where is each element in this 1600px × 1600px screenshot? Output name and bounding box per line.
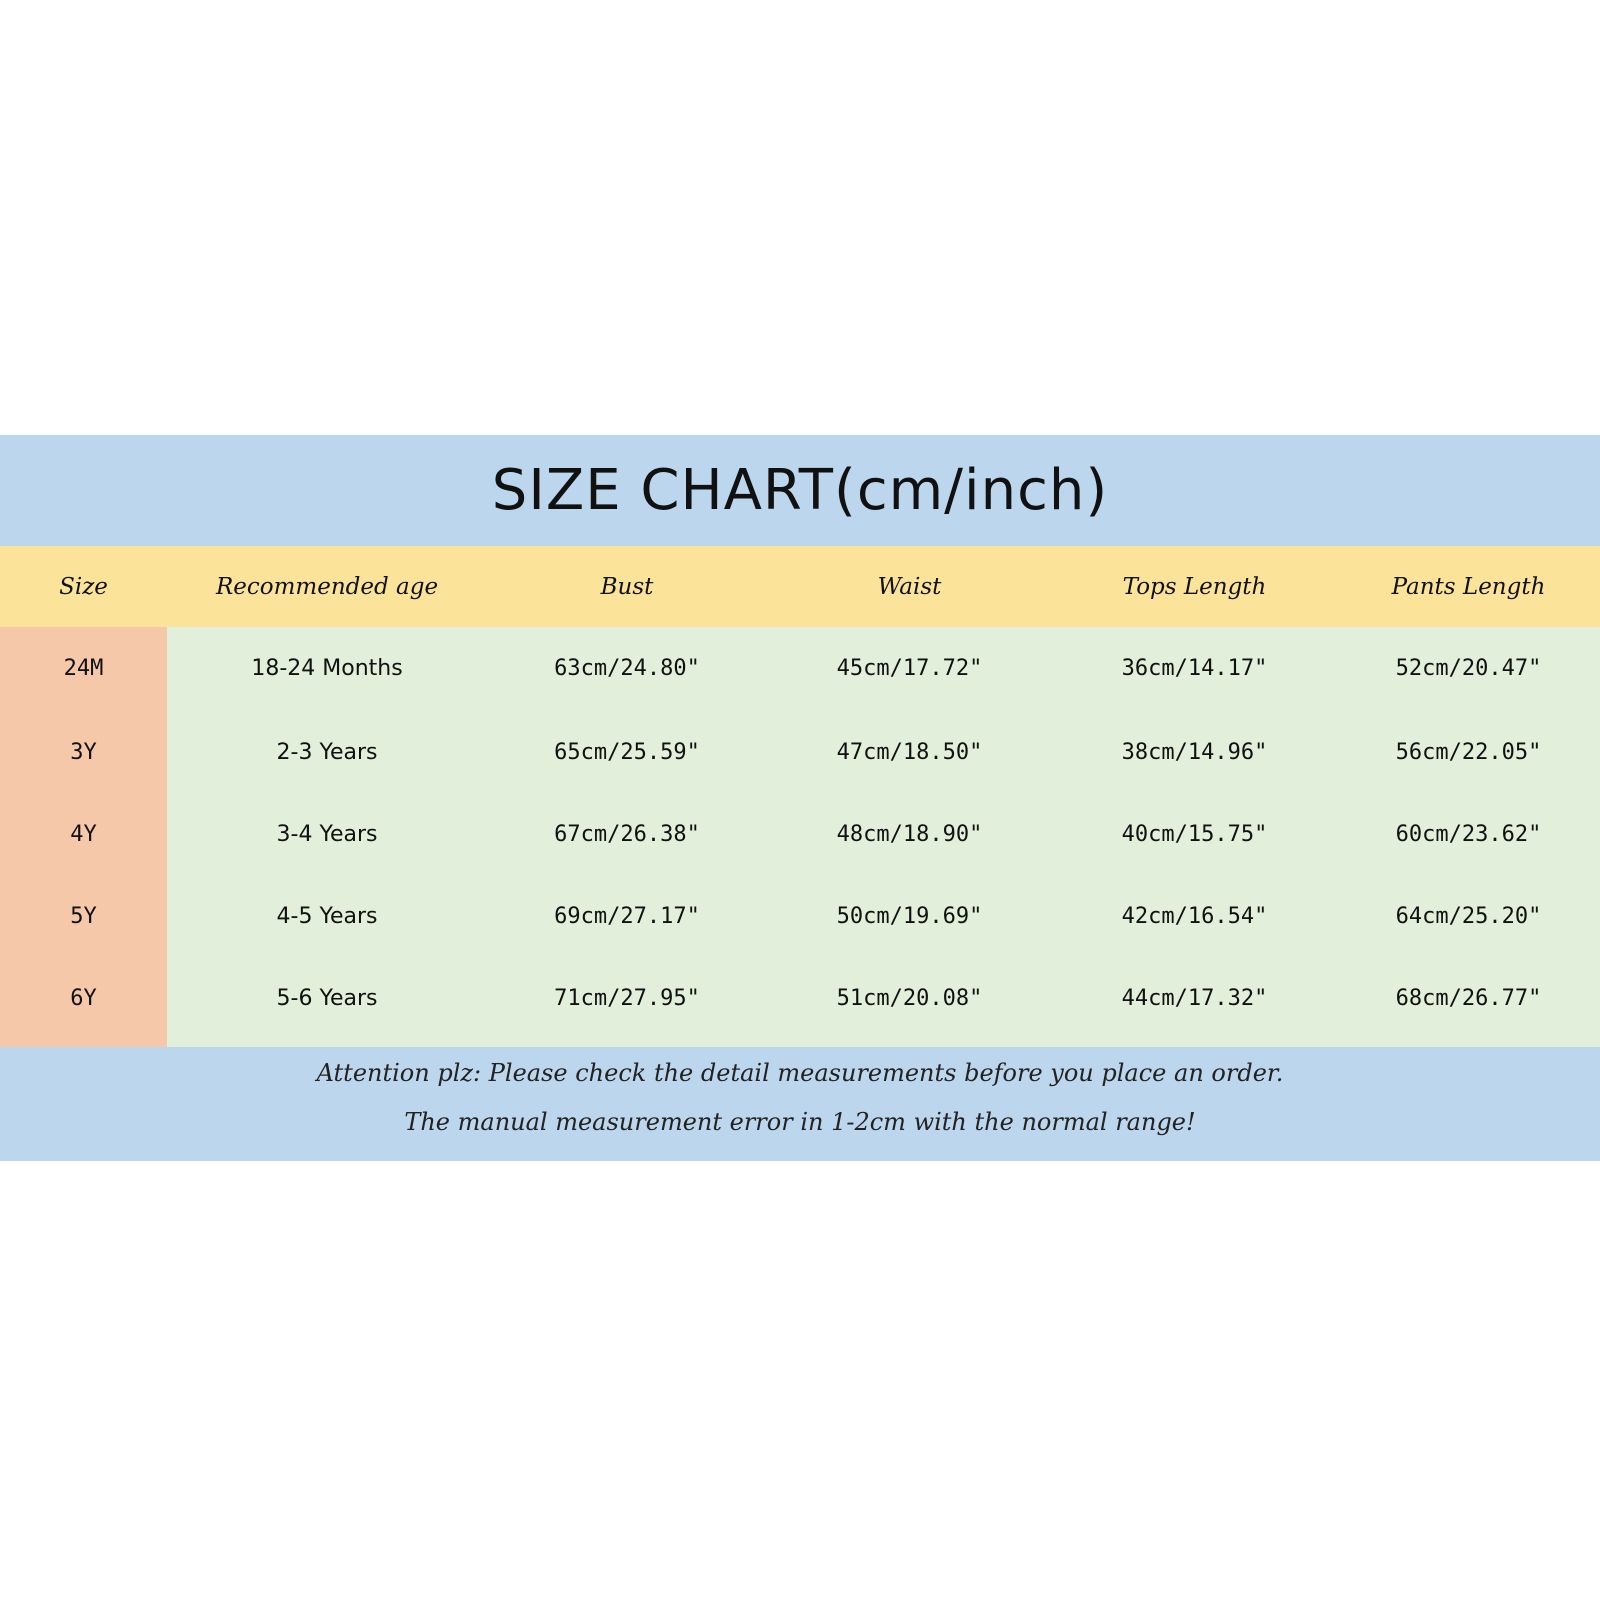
cell-tops-length: 42cm/16.54"	[1121, 903, 1268, 929]
cell-waist: 48cm/18.90"	[836, 821, 983, 847]
cell-tops-length: 36cm/14.17"	[1121, 655, 1268, 681]
measurement-error-note-line: The manual measurement error in 1-2cm with the normal range!	[404, 1108, 1196, 1136]
header-size: Size	[59, 573, 108, 600]
cell-age: 18-24 Months	[251, 655, 403, 681]
cell-age: 3-4 Years	[276, 821, 378, 847]
cell-pants-length: 60cm/23.62"	[1395, 821, 1542, 847]
cell-bust: 71cm/27.95"	[554, 985, 700, 1011]
cell-bust: 65cm/25.59"	[554, 739, 700, 765]
header-pants-length: Pants Length	[1391, 573, 1546, 600]
header-recommended-age: Recommended age	[215, 573, 439, 600]
cell-waist: 51cm/20.08"	[836, 985, 983, 1011]
cell-waist: 45cm/17.72"	[836, 655, 983, 681]
cell-bust: 63cm/24.80"	[554, 655, 700, 681]
table-row	[0, 793, 1600, 875]
title-band	[0, 435, 1600, 546]
table-row	[0, 957, 1600, 1039]
cell-size: 5Y	[70, 903, 97, 929]
cell-size: 24M	[63, 655, 104, 681]
header-tops-length: Tops Length	[1122, 573, 1267, 600]
chart-title: SIZE CHART(cm/inch)	[491, 458, 1109, 523]
cell-size: 4Y	[70, 821, 97, 847]
cell-size: 3Y	[70, 739, 97, 765]
cell-waist: 50cm/19.69"	[836, 903, 983, 929]
cell-tops-length: 44cm/17.32"	[1121, 985, 1268, 1011]
cell-pants-length: 52cm/20.47"	[1395, 655, 1542, 681]
table-row	[0, 875, 1600, 957]
header-waist: Waist	[877, 573, 942, 600]
cell-pants-length: 56cm/22.05"	[1395, 739, 1542, 765]
cell-age: 2-3 Years	[276, 739, 378, 765]
cell-age: 4-5 Years	[276, 903, 378, 929]
cell-bust: 69cm/27.17"	[554, 903, 700, 929]
table-header-row	[0, 546, 1600, 627]
cell-waist: 47cm/18.50"	[836, 739, 983, 765]
cell-bust: 67cm/26.38"	[554, 821, 700, 847]
attention-note-band	[0, 1047, 1600, 1161]
cell-size: 6Y	[70, 985, 97, 1011]
cell-pants-length: 68cm/26.77"	[1395, 985, 1542, 1011]
cell-tops-length: 38cm/14.96"	[1121, 739, 1268, 765]
table-row	[0, 711, 1600, 793]
table-row	[0, 627, 1600, 709]
size-chart	[0, 435, 1600, 1161]
cell-tops-length: 40cm/15.75"	[1121, 821, 1268, 847]
cell-age: 5-6 Years	[276, 985, 378, 1011]
header-bust: Bust	[600, 573, 654, 600]
attention-note-line: Attention plz: Please check the detail measurements before you place an order.	[316, 1059, 1284, 1087]
cell-pants-length: 64cm/25.20"	[1395, 903, 1542, 929]
